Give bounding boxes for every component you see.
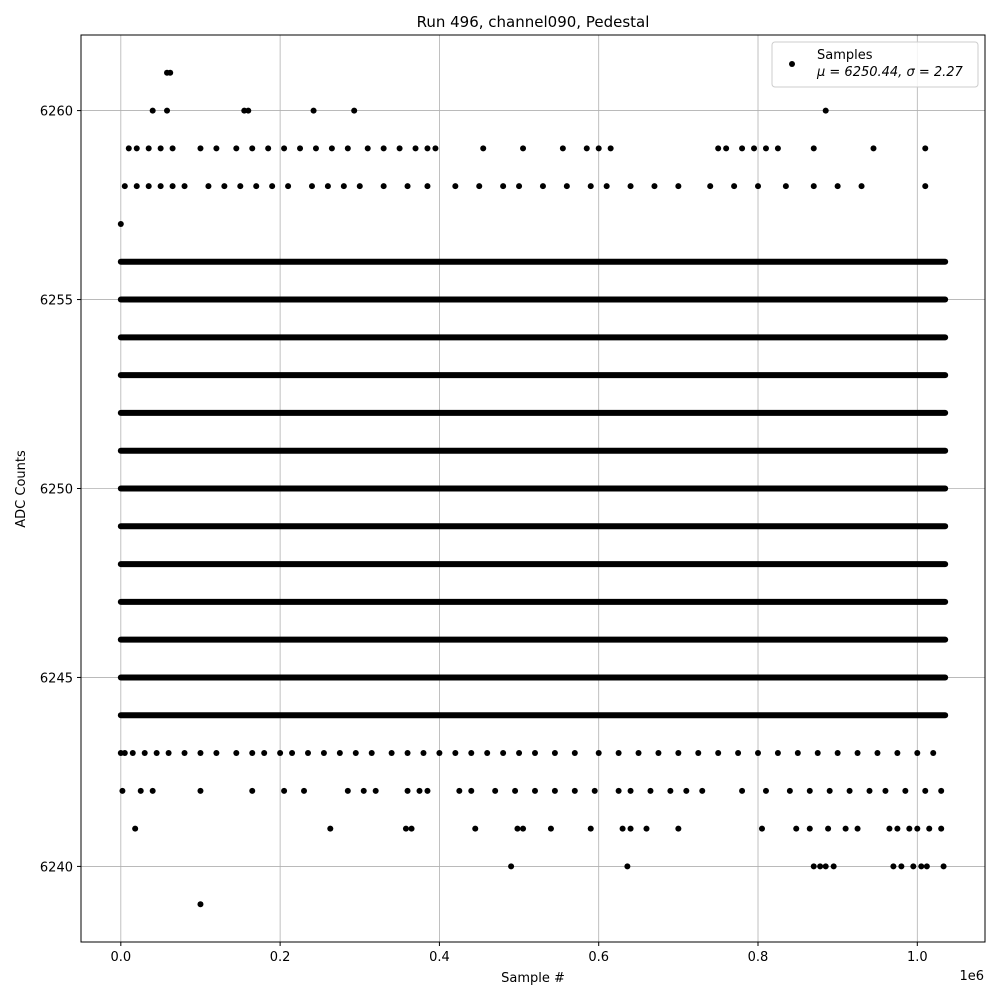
sample-point <box>532 788 538 794</box>
sample-point <box>811 863 817 869</box>
sample-point <box>245 108 251 114</box>
sample-point <box>938 826 944 832</box>
sample-point <box>337 750 343 756</box>
sample-point <box>150 788 156 794</box>
sample-point <box>134 145 140 151</box>
y-tick-label: 6255 <box>39 293 73 309</box>
sample-point <box>894 750 900 756</box>
sample-point <box>548 826 554 832</box>
sample-point <box>906 826 912 832</box>
sample-point <box>126 145 132 151</box>
sample-point <box>456 788 462 794</box>
x-tick-label: 0.6 <box>588 950 610 965</box>
sample-point <box>755 750 761 756</box>
sample-point <box>715 145 721 151</box>
sample-point <box>167 70 173 76</box>
sample-point <box>807 826 813 832</box>
sample-point <box>325 183 331 189</box>
sample-point <box>835 183 841 189</box>
sample-point <box>604 183 610 189</box>
sample-point <box>170 183 176 189</box>
sample-point <box>787 788 793 794</box>
sample-point <box>938 788 944 794</box>
sample-point <box>417 788 423 794</box>
sample-point <box>731 183 737 189</box>
sample-point <box>914 750 920 756</box>
sample-point <box>867 788 873 794</box>
x-tick-label: 0.4 <box>429 950 450 965</box>
sample-point <box>763 788 769 794</box>
sample-point <box>922 788 928 794</box>
sample-point <box>699 788 705 794</box>
y-tick-label: 6260 <box>39 104 73 120</box>
sample-point <box>150 108 156 114</box>
sample-point <box>373 788 379 794</box>
sample-point <box>413 145 419 151</box>
sample-point <box>432 145 438 151</box>
sample-point <box>902 788 908 794</box>
sample-point <box>476 183 482 189</box>
sample-point <box>405 183 411 189</box>
sample-point <box>508 863 514 869</box>
sample-point <box>930 750 936 756</box>
sample-point <box>265 145 271 151</box>
sample-point <box>329 145 335 151</box>
sample-point <box>327 826 333 832</box>
sample-point <box>739 788 745 794</box>
sample-point <box>922 145 928 151</box>
y-tick-label: 6250 <box>39 482 73 498</box>
sample-point <box>134 183 140 189</box>
x-tick-label: 0.8 <box>747 950 769 965</box>
sample-point <box>628 788 634 794</box>
sample-point <box>197 901 203 907</box>
sample-point <box>249 145 255 151</box>
points-layer <box>118 70 947 907</box>
sample-point <box>253 183 259 189</box>
sample-point <box>361 788 367 794</box>
sample-point <box>500 183 506 189</box>
sample-point <box>301 788 307 794</box>
sample-point <box>158 145 164 151</box>
sample-point <box>213 750 219 756</box>
sample-point <box>305 750 311 756</box>
sample-point <box>675 826 681 832</box>
sample-point <box>616 750 622 756</box>
y-axis-label: ADC Counts <box>14 450 29 528</box>
sample-point <box>520 145 526 151</box>
sample-point <box>584 145 590 151</box>
sample-point <box>835 750 841 756</box>
sample-point <box>596 145 602 151</box>
sample-point <box>405 788 411 794</box>
sample-point <box>297 145 303 151</box>
sample-point <box>516 750 522 756</box>
sample-point <box>735 750 741 756</box>
sample-point <box>381 183 387 189</box>
sample-point <box>182 750 188 756</box>
sample-point <box>807 788 813 794</box>
sample-point <box>233 145 239 151</box>
sample-point <box>516 183 522 189</box>
sample-point <box>918 863 924 869</box>
x-tick-label: 0.0 <box>110 950 132 965</box>
sample-point <box>269 183 275 189</box>
sample-point <box>624 863 630 869</box>
x-axis-label: Sample # <box>501 971 565 986</box>
sample-point <box>311 108 317 114</box>
sample-point <box>281 145 287 151</box>
sample-point <box>817 863 823 869</box>
sample-point <box>683 788 689 794</box>
sample-point <box>811 145 817 151</box>
sample-point <box>341 183 347 189</box>
sample-point <box>405 750 411 756</box>
sample-point <box>811 183 817 189</box>
sample-point <box>552 750 558 756</box>
sample-point <box>825 826 831 832</box>
sample-point <box>675 750 681 756</box>
legend-series-name: Samples <box>817 48 873 63</box>
sample-point <box>182 183 188 189</box>
sample-point <box>882 788 888 794</box>
sample-point <box>484 750 490 756</box>
legend <box>772 42 978 87</box>
sample-point <box>345 788 351 794</box>
ticks-layer <box>40 105 928 965</box>
sample-point <box>369 750 375 756</box>
sample-point <box>723 145 729 151</box>
sample-point <box>158 183 164 189</box>
sample-point <box>213 145 219 151</box>
sample-point <box>926 826 932 832</box>
sample-point <box>831 863 837 869</box>
sample-point <box>795 750 801 756</box>
sample-point <box>424 788 430 794</box>
sample-point <box>452 183 458 189</box>
sample-point <box>859 183 865 189</box>
sample-point <box>608 145 614 151</box>
sample-point <box>775 750 781 756</box>
sample-point <box>409 826 415 832</box>
legend-stats-label: μ = 6250.44, σ = 2.27 <box>817 65 963 80</box>
sample-point <box>345 145 351 151</box>
sample-point <box>941 863 947 869</box>
sample-point <box>285 183 291 189</box>
sample-point <box>221 183 227 189</box>
sample-point <box>233 750 239 756</box>
sample-point <box>130 750 136 756</box>
sample-point <box>500 750 506 756</box>
sample-point <box>847 788 853 794</box>
sample-point <box>532 750 538 756</box>
sample-point <box>922 183 928 189</box>
sample-point <box>170 145 176 151</box>
sample-point <box>592 788 598 794</box>
sample-point <box>468 788 474 794</box>
sample-point <box>647 788 653 794</box>
sample-point <box>675 183 681 189</box>
sample-point <box>261 750 267 756</box>
sample-point <box>707 183 713 189</box>
sample-point <box>715 750 721 756</box>
sample-point <box>572 788 578 794</box>
sample-point <box>755 183 761 189</box>
sample-point <box>620 826 626 832</box>
sample-point <box>289 750 295 756</box>
sample-point <box>389 750 395 756</box>
sample-point <box>823 108 829 114</box>
sample-point <box>472 826 478 832</box>
sample-point <box>381 145 387 151</box>
chart-title: Run 496, channel090, Pedestal <box>416 13 650 31</box>
sample-point <box>249 750 255 756</box>
sample-point <box>564 183 570 189</box>
sample-point <box>540 183 546 189</box>
sample-point <box>855 750 861 756</box>
sample-point <box>142 750 148 756</box>
sample-point <box>166 750 172 756</box>
sample-point <box>514 826 520 832</box>
sample-point <box>146 183 152 189</box>
sample-point <box>281 788 287 794</box>
sample-point <box>552 788 558 794</box>
sample-point <box>424 145 430 151</box>
sample-point <box>894 826 900 832</box>
sample-point <box>636 750 642 756</box>
sample-point <box>910 863 916 869</box>
sample-point <box>890 863 896 869</box>
sample-point <box>759 826 765 832</box>
sample-point <box>793 826 799 832</box>
sample-point <box>588 183 594 189</box>
sample-point <box>815 750 821 756</box>
sample-point <box>365 145 371 151</box>
x-tick-label: 0.2 <box>269 950 291 965</box>
sample-point <box>643 826 649 832</box>
sample-point <box>588 826 594 832</box>
sample-point <box>351 108 357 114</box>
sample-point <box>763 145 769 151</box>
sample-point <box>468 750 474 756</box>
sample-point <box>424 183 430 189</box>
sample-point <box>313 145 319 151</box>
sample-point <box>572 750 578 756</box>
sample-point <box>146 145 152 151</box>
sample-point <box>480 145 486 151</box>
sample-point <box>154 750 160 756</box>
x-axis-offset-label: 1e6 <box>959 969 984 984</box>
sample-point <box>823 863 829 869</box>
sample-point <box>843 826 849 832</box>
sample-point <box>205 183 211 189</box>
sample-point <box>249 788 255 794</box>
sample-point <box>122 183 128 189</box>
sample-point <box>452 750 458 756</box>
sample-point <box>616 788 622 794</box>
sample-point <box>397 145 403 151</box>
sample-point <box>197 788 203 794</box>
sample-point <box>628 183 634 189</box>
sample-point <box>138 788 144 794</box>
sample-point <box>309 183 315 189</box>
sample-point <box>403 826 409 832</box>
sample-point <box>118 221 124 227</box>
sample-point <box>898 863 904 869</box>
sample-point <box>277 750 283 756</box>
sample-point <box>197 145 203 151</box>
sample-point <box>520 826 526 832</box>
sample-point <box>197 750 203 756</box>
sample-point <box>695 750 701 756</box>
legend-marker <box>789 61 795 67</box>
sample-point <box>914 826 920 832</box>
sample-point <box>119 788 125 794</box>
sample-point <box>357 183 363 189</box>
sample-point <box>321 750 327 756</box>
sample-point <box>512 788 518 794</box>
sample-point <box>655 750 661 756</box>
sample-point <box>739 145 745 151</box>
sample-point <box>492 788 498 794</box>
sample-point <box>775 145 781 151</box>
sample-point <box>596 750 602 756</box>
sample-point <box>886 826 892 832</box>
sample-point <box>783 183 789 189</box>
sample-point <box>560 145 566 151</box>
sample-point <box>870 145 876 151</box>
sample-point <box>436 750 442 756</box>
sample-point <box>353 750 359 756</box>
y-tick-label: 6240 <box>39 860 73 876</box>
sample-point <box>122 750 128 756</box>
sample-point <box>874 750 880 756</box>
y-tick-label: 6245 <box>39 671 73 687</box>
sample-point <box>420 750 426 756</box>
x-tick-label: 1.0 <box>906 950 928 965</box>
sample-point <box>651 183 657 189</box>
sample-point <box>237 183 243 189</box>
sample-point <box>164 108 170 114</box>
sample-point <box>924 863 930 869</box>
sample-point <box>827 788 833 794</box>
sample-point <box>667 788 673 794</box>
sample-point <box>751 145 757 151</box>
sample-point <box>628 826 634 832</box>
sample-point <box>132 826 138 832</box>
sample-point <box>855 826 861 832</box>
